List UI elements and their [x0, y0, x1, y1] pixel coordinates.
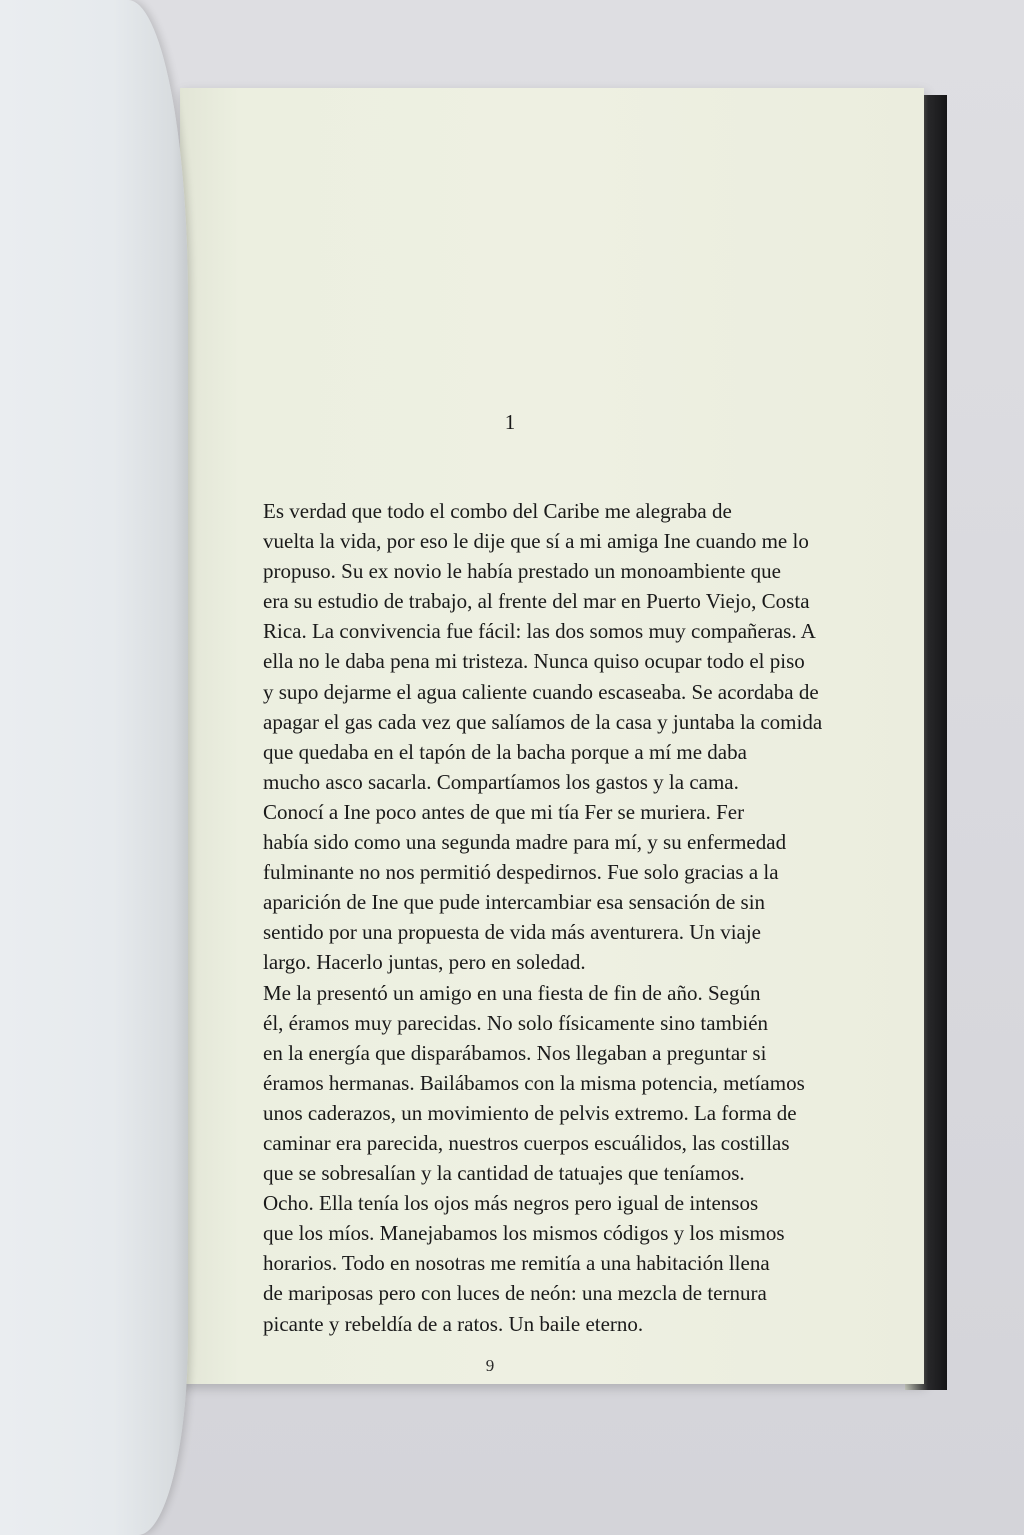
text-line: en la energía que disparábamos. Nos llegaban a preguntar si [263, 1040, 767, 1065]
book-page-right [180, 88, 924, 1384]
text-line: que quedaba en el tapón de la bacha porque a mí me daba [263, 739, 747, 764]
text-line: Ocho. Ella tenía los ojos más negros pero igual de intensos [263, 1191, 759, 1216]
text-line: había sido como una segunda madre para mí, y su enfermedad [263, 830, 787, 855]
text-line: él, éramos muy parecidas. No solo físicamente sino también [263, 1010, 769, 1035]
page-number: 9 [485, 1356, 495, 1375]
chapter-body-text [215, 496, 823, 1339]
text-line: apagar el gas cada vez que salíamos de la casa y juntaba la comida [263, 709, 823, 734]
text-line: Conocí a Ine poco antes de que mi tía Fer se muriera. Fer [263, 799, 745, 824]
text-line: Rica. La convivencia fue fácil: las dos somos muy compañeras. A [263, 619, 816, 644]
text-line: Me la presentó un amigo en una fiesta de fin de año. Según [263, 980, 761, 1005]
text-line: largo. Hacerlo juntas, pero en soledad. [263, 950, 586, 975]
chapter-number: 1 [504, 410, 516, 434]
text-line: vuelta la vida, por eso le dije que sí a mi amiga Ine cuando me lo [263, 529, 809, 554]
text-line: caminar era parecida, nuestros cuerpos escuálidos, las costillas [263, 1130, 790, 1155]
paragraph [215, 978, 815, 1339]
paragraph [215, 496, 823, 797]
text-line: de mariposas pero con luces de neón: una mezcla de ternura [263, 1281, 767, 1306]
text-line: propuso. Su ex novio le había prestado un monoambiente que [263, 559, 781, 584]
text-line: éramos hermanas. Bailábamos con la misma potencia, metíamos [263, 1070, 805, 1095]
text-line: que se sobresalían y la cantidad de tatuajes que teníamos. [263, 1161, 745, 1186]
text-line: mucho asco sacarla. Compartíamos los gastos y la cama. [263, 769, 739, 794]
book-page-left [0, 0, 188, 1535]
text-line: y supo dejarme el agua caliente cuando escaseaba. Se acordaba de [263, 679, 819, 704]
text-line: Es verdad que todo el combo del Caribe me alegraba de [263, 499, 732, 523]
text-line: que los míos. Manejabamos los mismos códigos y los mismos [263, 1221, 785, 1246]
text-line: picante y rebeldía de a ratos. Un baile eterno. [263, 1311, 644, 1336]
text-line: sentido por una propuesta de vida más aventurera. Un viaje [263, 920, 762, 945]
text-line: fulminante no nos permitió despedirnos. Fue solo gracias a la [263, 860, 779, 885]
paragraph [215, 797, 815, 978]
text-line: aparición de Ine que pude intercambiar esa sensación de sin [263, 890, 766, 915]
text-line: horarios. Todo en nosotras me remitía a una habitación llena [263, 1251, 770, 1276]
text-line: ella no le daba pena mi tristeza. Nunca quiso ocupar todo el piso [263, 649, 805, 674]
text-line: unos caderazos, un movimiento de pelvis extremo. La forma de [263, 1100, 797, 1125]
text-line: era su estudio de trabajo, al frente del mar en Puerto Viejo, Costa [263, 589, 810, 614]
